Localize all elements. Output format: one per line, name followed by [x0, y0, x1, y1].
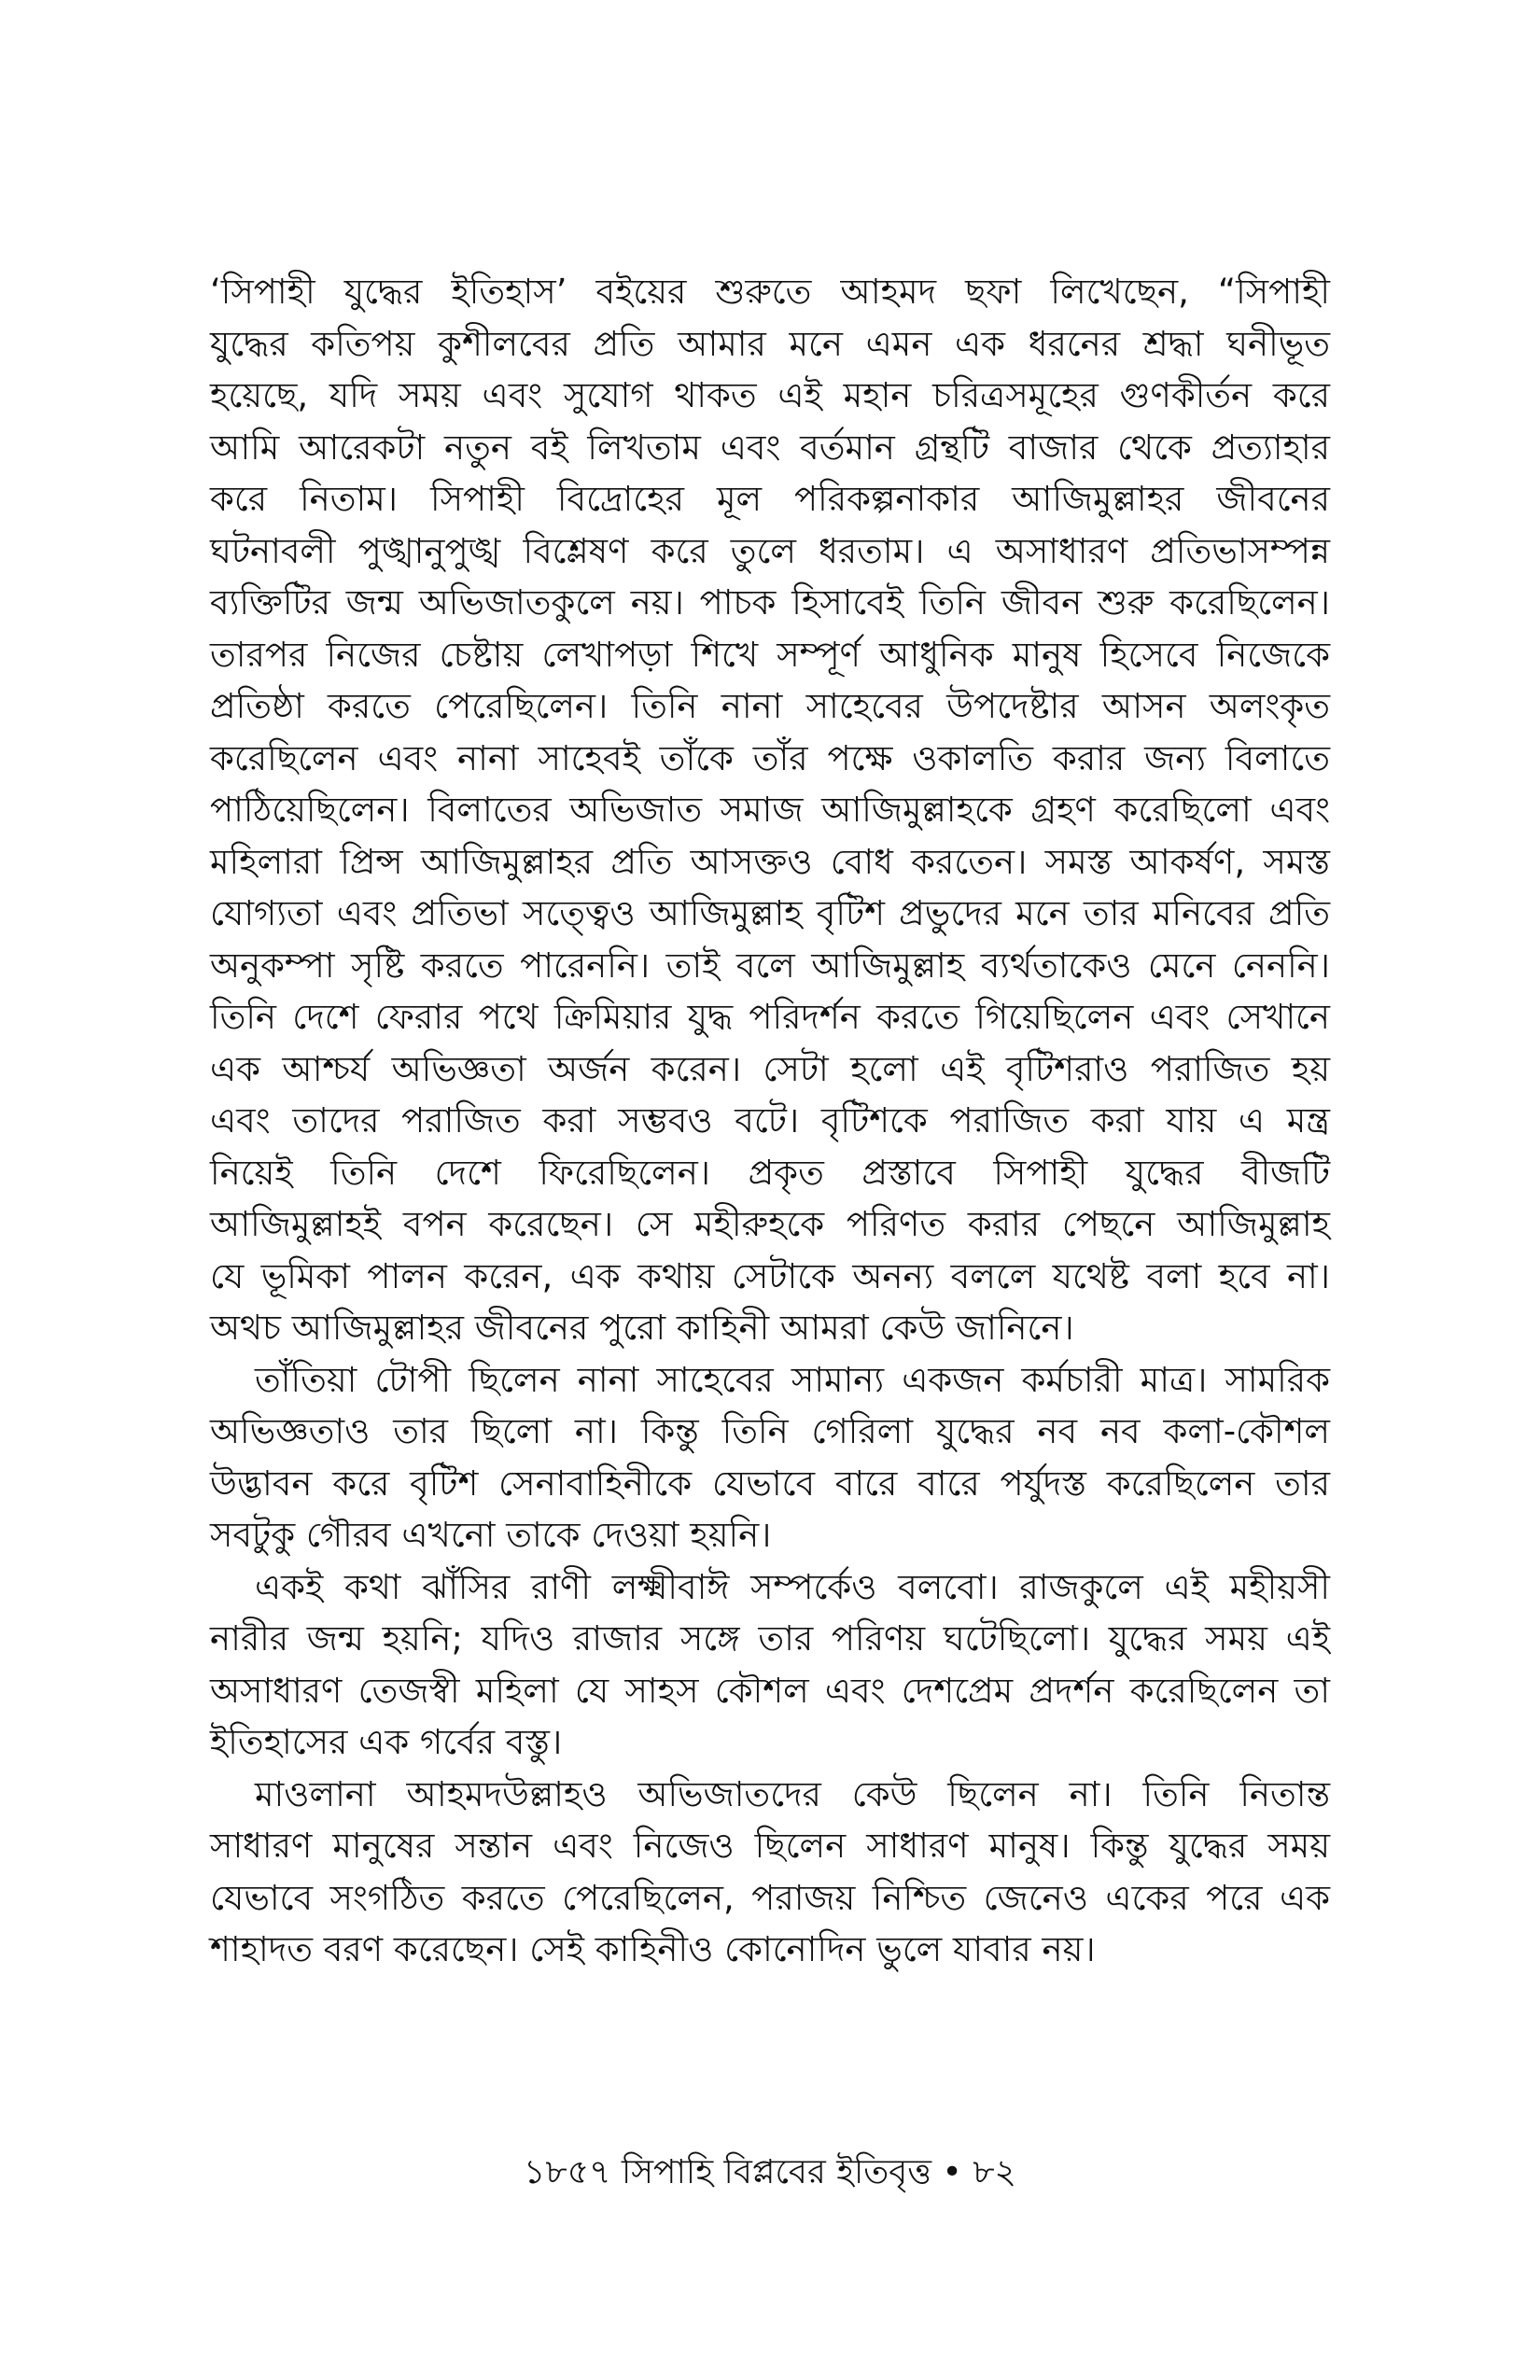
page-number: ৮২ — [973, 2153, 1016, 2191]
paragraph — [210, 1354, 1330, 1561]
text-line: করে নিতাম। সিপাহী বিদ্রোহের মূল পরিকল্পনাকার আজিমুল্লাহর জীবনের — [210, 479, 1330, 519]
text-line: তাঁতিয়া টোপী ছিলেন নানা সাহেবের সামান্য একজন কর্মচারী মাত্র। সামরিক — [255, 1359, 1330, 1400]
paragraph — [210, 1561, 1330, 1769]
page-body — [210, 266, 1330, 1976]
text-line: তারপর নিজের চেষ্টায় লেখাপড়া শিখে সম্পূর্ণ আধুনিক মানুষ হিসেবে নিজেকে — [210, 634, 1330, 675]
page-footer — [0, 2147, 1540, 2203]
text-line: যুদ্ধের কতিপয় কুশীলবের প্রতি আমার মনে এমন এক ধরনের শ্রদ্ধা ঘনীভূত — [210, 323, 1330, 364]
text-line: ঘটনাবলী পুঙ্খানুপুঙ্খ বিশ্লেষণ করে তুলে ধরতাম। এ অসাধারণ প্রতিভাসম্পন্ন — [210, 530, 1330, 571]
text-line: অনুকম্পা সৃষ্টি করতে পারেননি। তাই বলে আজিমুল্লাহ ব্যর্থতাকেও মেনে নেননি। — [210, 945, 1330, 986]
text-line: নিয়েই তিনি দেশে ফিরেছিলেন। প্রকৃত প্রস্তাবে সিপাহী যুদ্ধের বীজটি — [210, 1152, 1330, 1193]
text-line: হয়েছে, যদি সময় এবং সুযোগ থাকত এই মহান চরিত্রসমূহের গুণকীর্তন করে — [210, 375, 1330, 415]
text-line: একই কথা ঝাঁসির রাণী লক্ষ্মীবাঈ সম্পর্কেও বলবো। রাজকুলে এই মহীয়সী — [255, 1566, 1330, 1607]
text-line: পাঠিয়েছিলেন। বিলাতের অভিজাত সমাজ আজিমুল্লাহকে গ্রহণ করেছিলো এবং — [210, 790, 1330, 830]
footer-book-title: ১৮৫৭ সিপাহি বিপ্লবের ইতিবৃত্ত — [524, 2153, 932, 2191]
text-line: অভিজ্ঞতাও তার ছিলো না। কিন্তু তিনি গেরিলা যুদ্ধের নব নব কলা-কৌশল — [210, 1411, 1330, 1451]
text-line: করেছিলেন এবং নানা সাহেবই তাঁকে তাঁর পক্ষে ওকালতি করার জন্য বিলাতে — [210, 737, 1330, 778]
paragraph — [210, 266, 1330, 1354]
text-line: আজিমুল্লাহই বপন করেছেন। সে মহীরুহকে পরিণত করার পেছনে আজিমুল্লাহ — [210, 1204, 1330, 1244]
text-line: মাওলানা আহমদউল্লাহও অভিজাতদের কেউ ছিলেন না। তিনি নিতান্ত — [255, 1773, 1330, 1814]
text-line: অসাধারণ তেজস্বী মহিলা যে সাহস কৌশল এবং দেশপ্রেম প্রদর্শন করেছিলেন তা — [210, 1670, 1330, 1711]
text-line: ‘সিপাহী যুদ্ধের ইতিহাস’ বইয়ের শুরুতে আহমদ ছফা লিখেছেন, “সিপাহী — [210, 272, 1330, 312]
text-line: সাধারণ মানুষের সন্তান এবং নিজেও ছিলেন সাধারণ মানুষ। কিন্তু যুদ্ধের সময় — [210, 1826, 1330, 1866]
text-line: যোগ্যতা এবং প্রতিভা সত্ত্বেও আজিমুল্লাহ বৃটিশ প্রভুদের মনে তার মনিবের প্রতি — [210, 893, 1330, 933]
text-line: আমি আরেকটা নতুন বই লিখতাম এবং বর্তমান গ্রন্থটি বাজার থেকে প্রত্যাহার — [210, 427, 1330, 468]
text-line: অথচ আজিমুল্লাহর জীবনের পুরো কাহিনী আমরা কেউ জানিনে। — [210, 1308, 1074, 1348]
footer-separator: • — [942, 2153, 962, 2191]
paragraph — [210, 1769, 1330, 1976]
text-line: তিনি দেশে ফেরার পথে ক্রিমিয়ার যুদ্ধ পরিদর্শন করতে গিয়েছিলেন এবং সেখানে — [210, 997, 1330, 1037]
text-line: ইতিহাসের এক গর্বের বস্তু। — [210, 1722, 563, 1762]
text-line: প্রতিষ্ঠা করতে পেরেছিলেন। তিনি নানা সাহেবের উপদেষ্টার আসন অলংকৃত — [210, 686, 1330, 726]
text-line: মহিলারা প্রিন্স আজিমুল্লাহর প্রতি আসক্তও বোধ করতেন। সমস্ত আকর্ষণ, সমস্ত — [210, 841, 1330, 882]
text-line: এক আশ্চর্য অভিজ্ঞতা অর্জন করেন। সেটা হলো এই বৃটিশরাও পরাজিত হয় — [210, 1048, 1330, 1089]
text-line: নারীর জন্ম হয়নি; যদিও রাজার সঙ্গে তার পরিণয় ঘটেছিলো। যুদ্ধের সময় এই — [210, 1618, 1330, 1659]
text-line: উদ্ভাবন করে বৃটিশ সেনাবাহিনীকে যেভাবে বারে বারে পর্যুদস্ত করেছিলেন তার — [210, 1463, 1330, 1504]
text-line: শাহাদত বরণ করেছেন। সেই কাহিনীও কোনোদিন ভুলে যাবার নয়। — [210, 1929, 1096, 1969]
text-line: যেভাবে সংগঠিত করতে পেরেছিলেন, পরাজয় নিশ্চিত জেনেও একের পরে এক — [210, 1877, 1330, 1918]
text-line: সবটুকু গৌরব এখনো তাকে দেওয়া হয়নি। — [210, 1515, 772, 1555]
text-line: যে ভূমিকা পালন করেন, এক কথায় সেটাকে অনন্য বললে যথেষ্ট বলা হবে না। — [210, 1255, 1330, 1296]
text-line: এবং তাদের পরাজিত করা সম্ভবও বটে। বৃটিশকে পরাজিত করা যায় এ মন্ত্র — [210, 1100, 1330, 1141]
text-line: ব্যক্তিটির জন্ম অভিজাতকুলে নয়। পাচক হিসাবেই তিনি জীবন শুরু করেছিলেন। — [210, 582, 1330, 623]
